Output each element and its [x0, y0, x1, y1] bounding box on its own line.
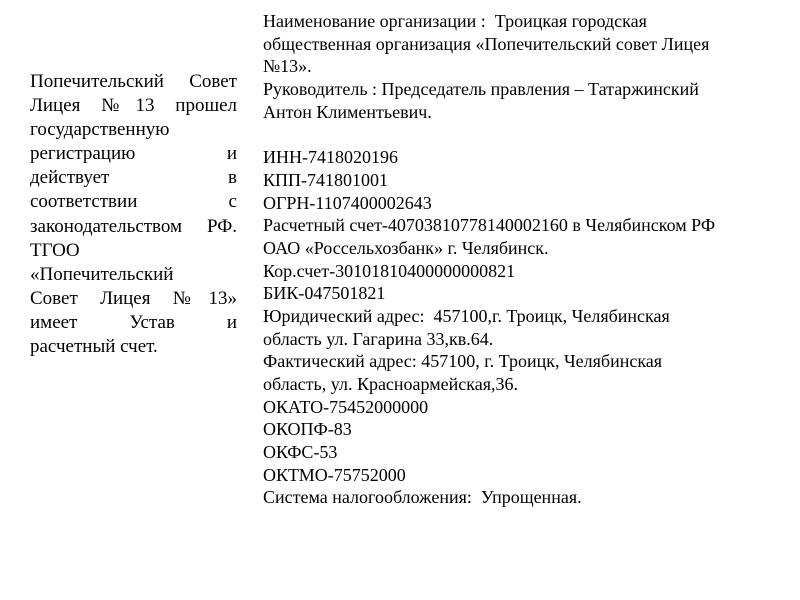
text-line: «Попечительский: [30, 263, 174, 285]
text-line: действует в: [30, 167, 237, 189]
text-line: расчетный счет.: [30, 336, 158, 358]
text-line: законодательством РФ.: [30, 215, 237, 237]
org-name-line: Наименование организации : Троицкая городская: [263, 11, 647, 31]
text-line: государственную: [30, 119, 170, 141]
bik-line: БИК-047501821: [263, 283, 386, 304]
text-line: Совет Лицея №13»: [30, 287, 237, 309]
text-line: ТГОО: [30, 239, 80, 261]
director-line: Антон Климентьевич.: [263, 101, 432, 122]
okato-line: ОКАТО-75452000000: [263, 396, 429, 417]
blank-line: [263, 123, 798, 146]
org-name-line: общественная организация «Попечительский совет Лицея: [263, 33, 710, 54]
org-details-block: [263, 10, 798, 509]
settlement-account-line: Расчетный счет-40703810778140002160 в Челябинском РФ: [263, 215, 716, 236]
okopf-line: ОКОПФ-83: [263, 419, 352, 440]
legal-address-line: Юридический адрес: 457100,г. Троицк, Челябинская: [263, 305, 670, 326]
legal-address-line: область ул. Гагарина 33,кв.64.: [263, 328, 494, 349]
kpp-line: КПП-741801001: [263, 169, 388, 190]
corr-account-line: Кор.счет-30101810400000000821: [263, 260, 516, 281]
director-line: Руководитель : Председатель правления – Татаржинский: [263, 79, 699, 100]
ogrn-line: ОГРН-1107400002643: [263, 192, 432, 213]
oktmo-line: ОКТМО-75752000: [263, 464, 406, 485]
text-line: Попечительский Совет: [30, 71, 237, 92]
tax-system-line: Система налогообложения: Упрощенная.: [263, 487, 582, 508]
inn-line: ИНН-7418020196: [263, 147, 398, 168]
text-line: регистрацию и: [30, 143, 237, 165]
registration-summary-block: [30, 70, 237, 359]
bank-line: ОАО «Россельхозбанк» г. Челябинск.: [263, 237, 549, 258]
text-line: соответствии с: [30, 191, 237, 213]
text-line: Лицея №13 прошел: [30, 95, 237, 117]
text-line: имеет Устав и: [30, 311, 237, 333]
okfs-line: ОКФС-53: [263, 442, 338, 463]
actual-address-line: область, ул. Красноармейская,36.: [263, 374, 519, 394]
org-name-line: №13».: [263, 56, 312, 77]
actual-address-line: Фактический адрес: 457100, г. Троицк, Челябинская: [263, 351, 663, 372]
